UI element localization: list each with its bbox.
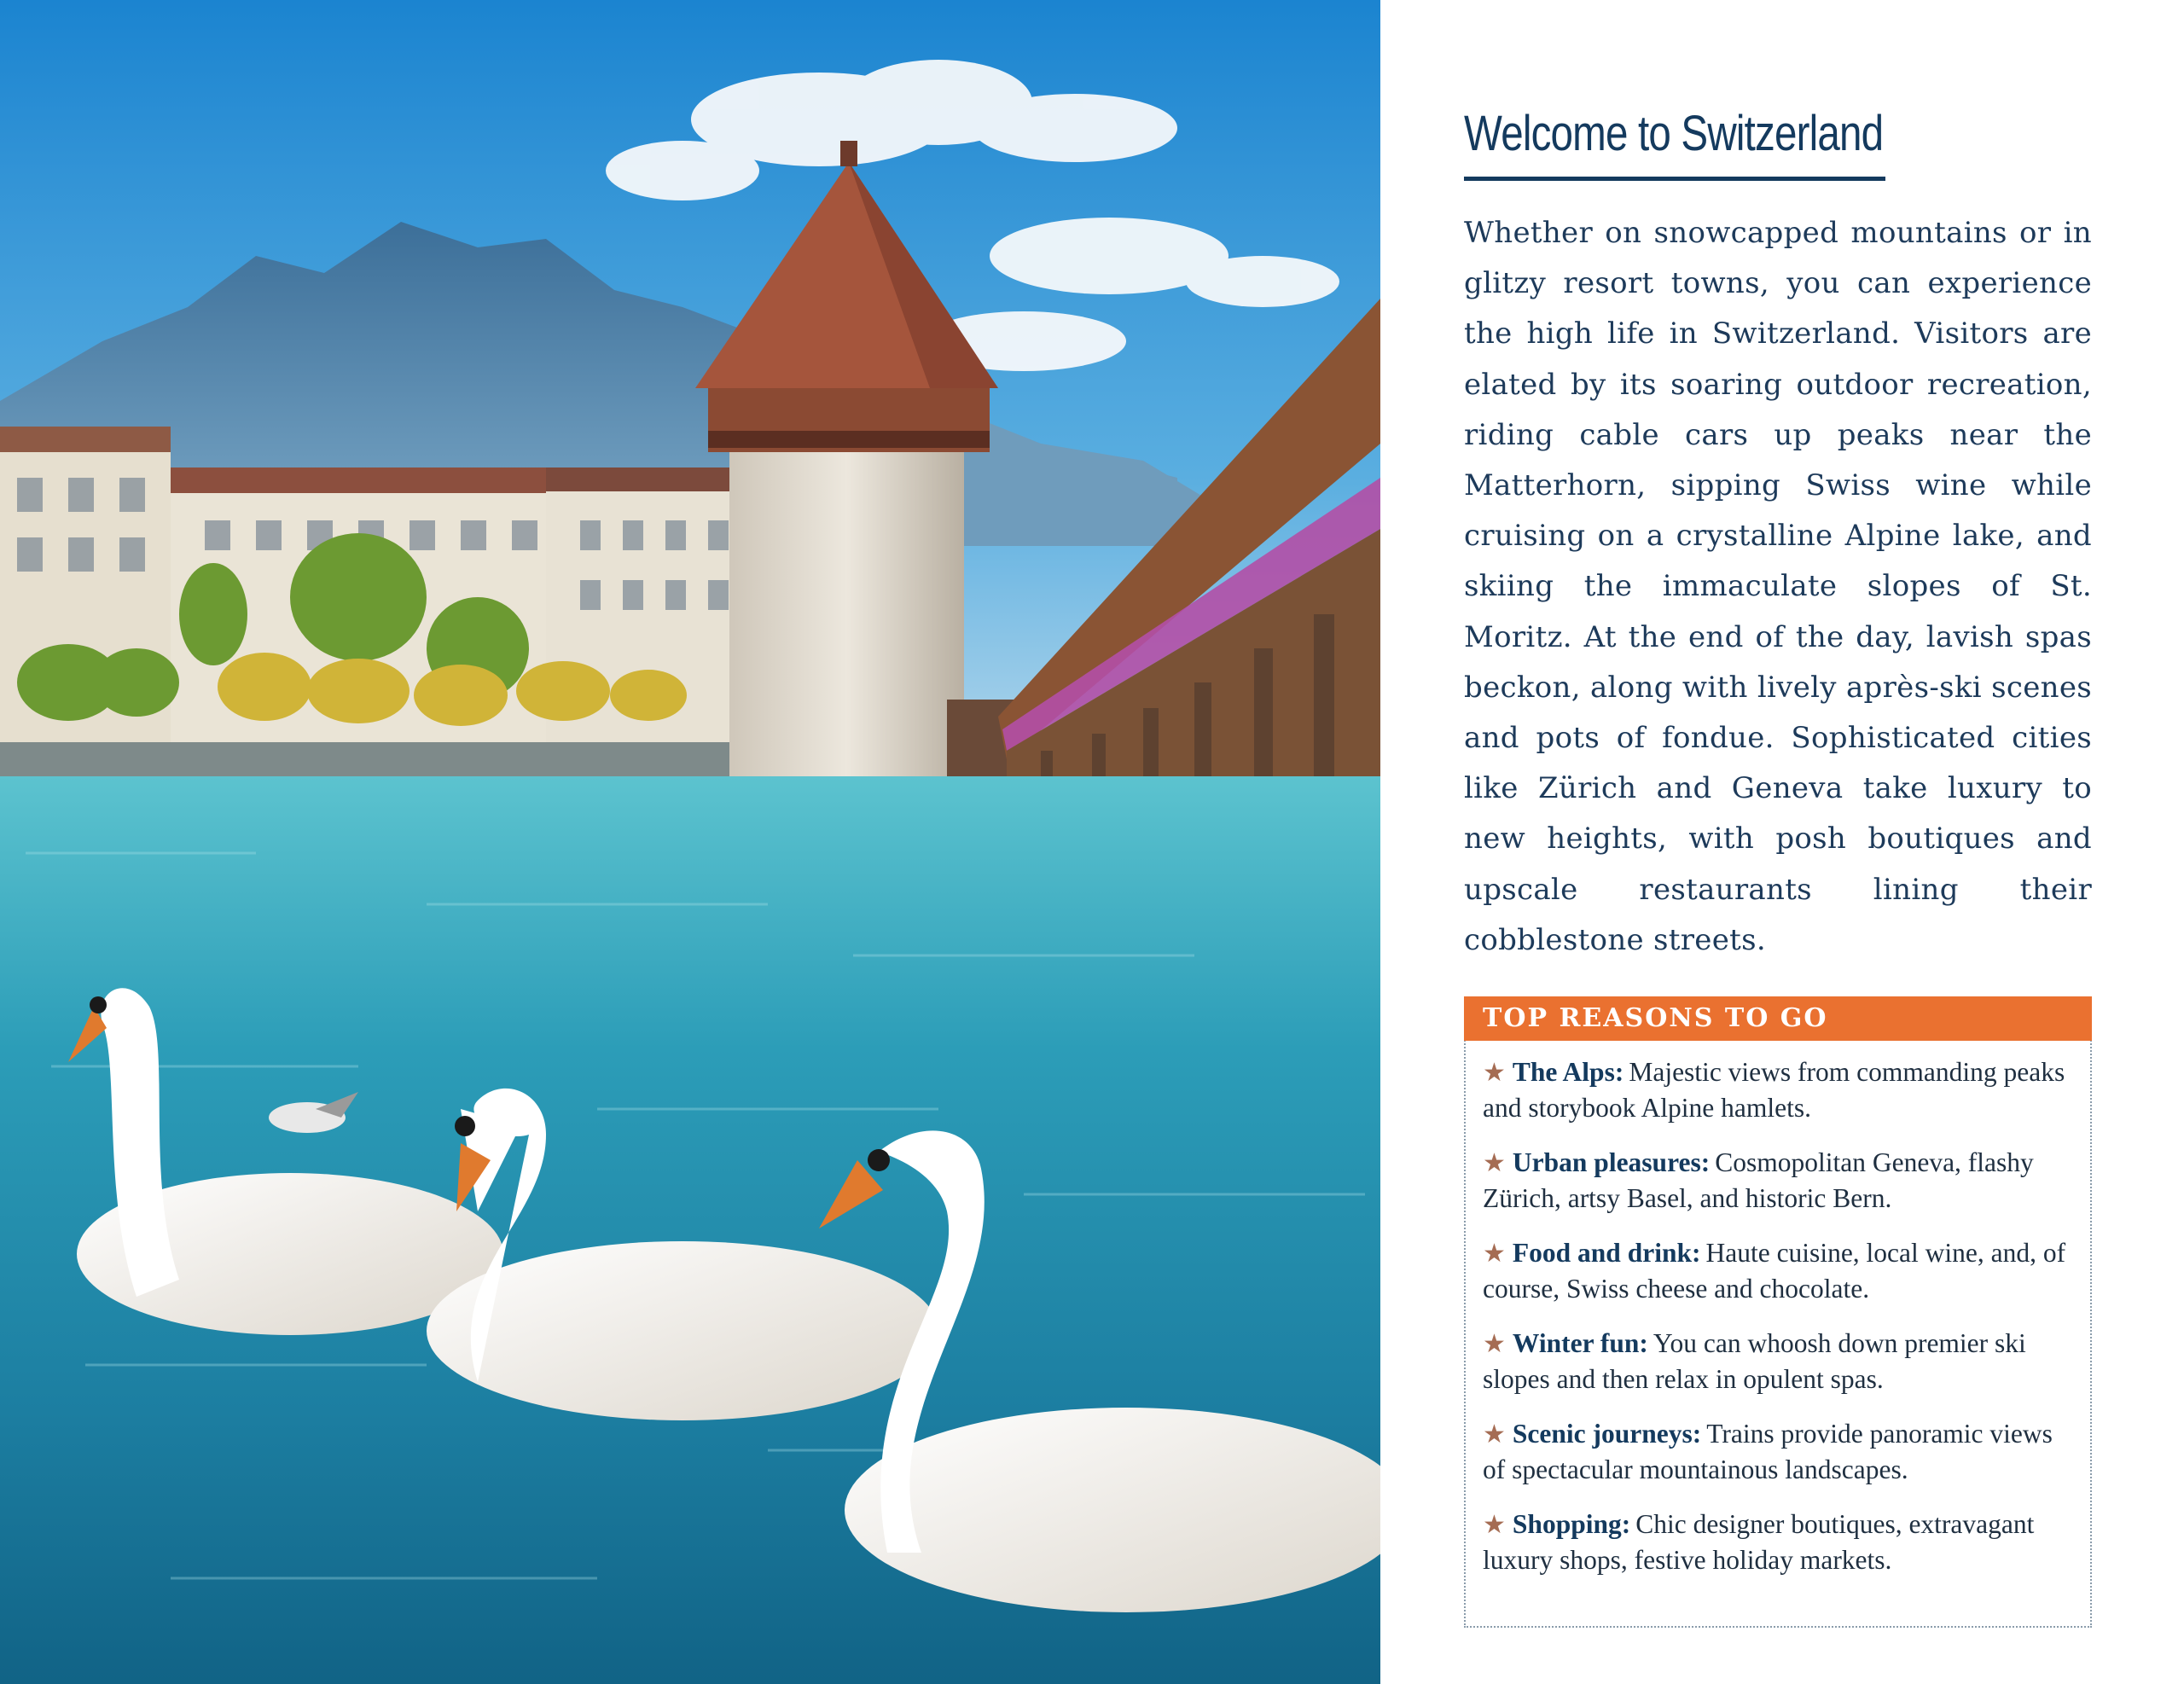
reason-item-food: [1483, 1235, 2080, 1306]
reason-heading: The Alps:: [1512, 1057, 1624, 1087]
reason-heading: Urban pleasures:: [1512, 1147, 1711, 1177]
reason-text: Cosmopolitan Geneva, flashy Zürich, artsy Basel, and historic Bern.: [1483, 1147, 2034, 1213]
top-reasons-header: TOP REASONS TO GO: [1464, 996, 2092, 1041]
star-icon: ★: [1483, 1240, 1506, 1268]
star-icon: ★: [1483, 1330, 1506, 1358]
reason-heading: Scenic journeys:: [1512, 1419, 1702, 1449]
page-title: Welcome to Switzerland: [1464, 106, 1884, 161]
reason-heading: Food and drink:: [1512, 1238, 1701, 1268]
reason-text: Trains provide panoramic views of spectacular mountainous landscapes.: [1483, 1419, 2053, 1484]
intro-paragraph: Whether on snowcapped mountains or in glitzy resort towns, you can experience the high life in Switzerland. Visitors are elated by its soaring outdoor recreation, riding cable cars up peaks near the Matterhorn, sipping Swiss wine while cruising on a crystalline Alpine lake, and skiing the immaculate slopes of St. Moritz. At the end of the day, lavish spas beckon, along with lively après-ski scenes and pots of fondue. Sophisticated cities like Zürich and Geneva take luxury to new heights, with posh boutiques and upscale restaurants lining their cobblestone streets.: [1464, 216, 2092, 957]
reason-heading: Winter fun:: [1512, 1328, 1648, 1358]
star-icon: ★: [1483, 1420, 1506, 1449]
star-icon: ★: [1483, 1511, 1506, 1539]
reason-text: Chic designer boutiques, extravagant luxury shops, festive holiday markets.: [1483, 1509, 2035, 1575]
reason-item-alps: [1483, 1054, 2080, 1125]
reason-item-winter: [1483, 1326, 2080, 1397]
reason-text: Haute cuisine, local wine, and, of course, Swiss cheese and chocolate.: [1483, 1238, 2066, 1304]
reason-heading: Shopping:: [1512, 1509, 1631, 1539]
title-underline: [1464, 177, 1885, 181]
reason-item-shopping: [1483, 1507, 2080, 1577]
reason-item-urban: [1483, 1145, 2080, 1216]
star-icon: ★: [1483, 1149, 1506, 1177]
reason-text: Majestic views from commanding peaks and storybook Alpine hamlets.: [1483, 1057, 2065, 1123]
star-icon: ★: [1483, 1059, 1506, 1087]
reason-item-scenic: [1483, 1416, 2080, 1487]
top-reasons-list: [1483, 1054, 2080, 1597]
reason-text: You can whoosh down premier ski slopes and then relax in opulent spas.: [1483, 1328, 2026, 1394]
